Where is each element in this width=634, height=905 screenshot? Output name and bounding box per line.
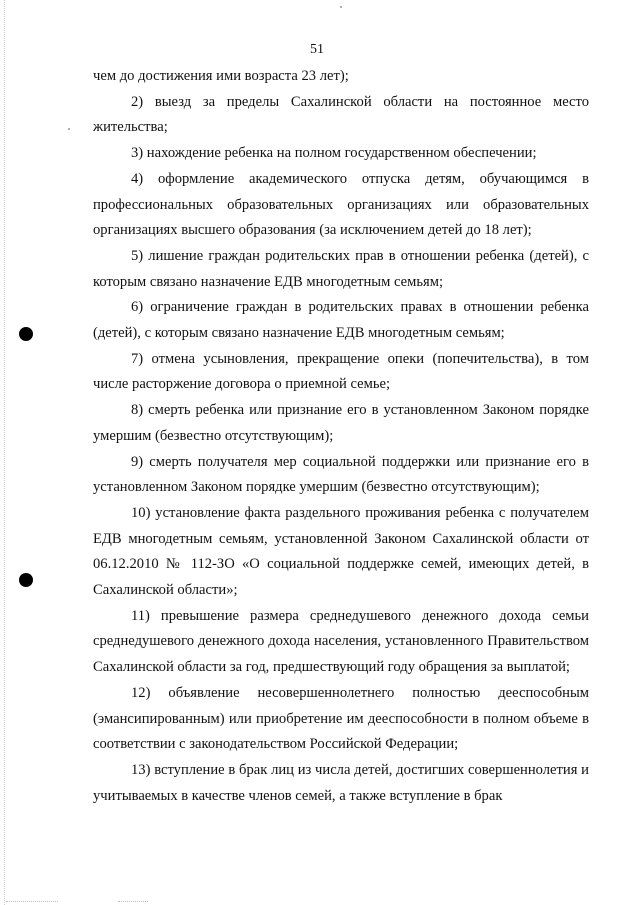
- punch-hole-top: [19, 327, 33, 341]
- scan-speck: [340, 6, 342, 8]
- paragraph-3: 3) нахождение ребенка на полном государственном обеспечении;: [131, 145, 537, 162]
- paragraph-8: 8) смерть ребенка или признание его в установленном Законом порядке умершим (безвестно отсутствующим);: [93, 402, 589, 444]
- paragraph-1: чем до достижения ими возраста 23 лет);: [93, 68, 349, 84]
- punch-hole-bottom: [19, 573, 33, 587]
- paragraph-4: 4) оформление академического отпуска детям, обучающимся в профессиональных образовательных организациях или образовательных организациях высшего образования (за исключением детей до 18 лет);: [93, 170, 589, 239]
- body-text: [93, 64, 589, 809]
- scan-edge-mark: [118, 901, 148, 902]
- paragraph-10: 10) установление факта раздельного проживания ребенка с получателем ЕДВ многодетным семьям, установленной Законом Сахалинской области от 06.12.2010 № 112-ЗО «О социальной поддержке семей, имеющих детей, в Сахалинской области»;: [93, 504, 589, 599]
- paragraph-11: 11) превышение размера среднедушевого денежного дохода семьи среднедушевого денежного дохода населения, установленного Правительством Сахалинской области за год, предшествующий году обращения за выплатой;: [93, 607, 589, 676]
- paragraph-12: 12) объявление несовершеннолетнего полностью дееспособным (эмансипированным) или приобретение им дееспособности в полном объеме в соответствии с законодательством Российской Федерации;: [93, 684, 589, 753]
- paragraph-6: 6) ограничение граждан в родительских правах в отношении ребенка (детей), с которым связано назначение ЕДВ многодетным семьям;: [93, 299, 589, 342]
- scan-speck: [68, 128, 70, 130]
- paragraph-7: 7) отмена усыновления, прекращение опеки (попечительства), в том числе расторжение договора о приемной семье;: [93, 350, 589, 393]
- scan-edge-mark: [6, 901, 58, 902]
- paragraph-5: 5) лишение граждан родительских прав в отношении ребенка (детей), с которым связано назначение ЕДВ многодетным семьям;: [93, 247, 589, 290]
- paragraph-2: 2) выезд за пределы Сахалинской области на постоянное место жительства;: [93, 93, 589, 136]
- scan-margin-line: [4, 0, 6, 905]
- page-number: 51: [310, 42, 324, 57]
- paragraph-13: 13) вступление в брак лиц из числа детей, достигших совершеннолетия и учитываемых в качестве членов семей, а также вступление в брак: [93, 761, 589, 804]
- paragraph-9: 9) смерть получателя мер социальной поддержки или признание его в установленном Законом порядке умершим (безвестно отсутствующим);: [93, 453, 589, 496]
